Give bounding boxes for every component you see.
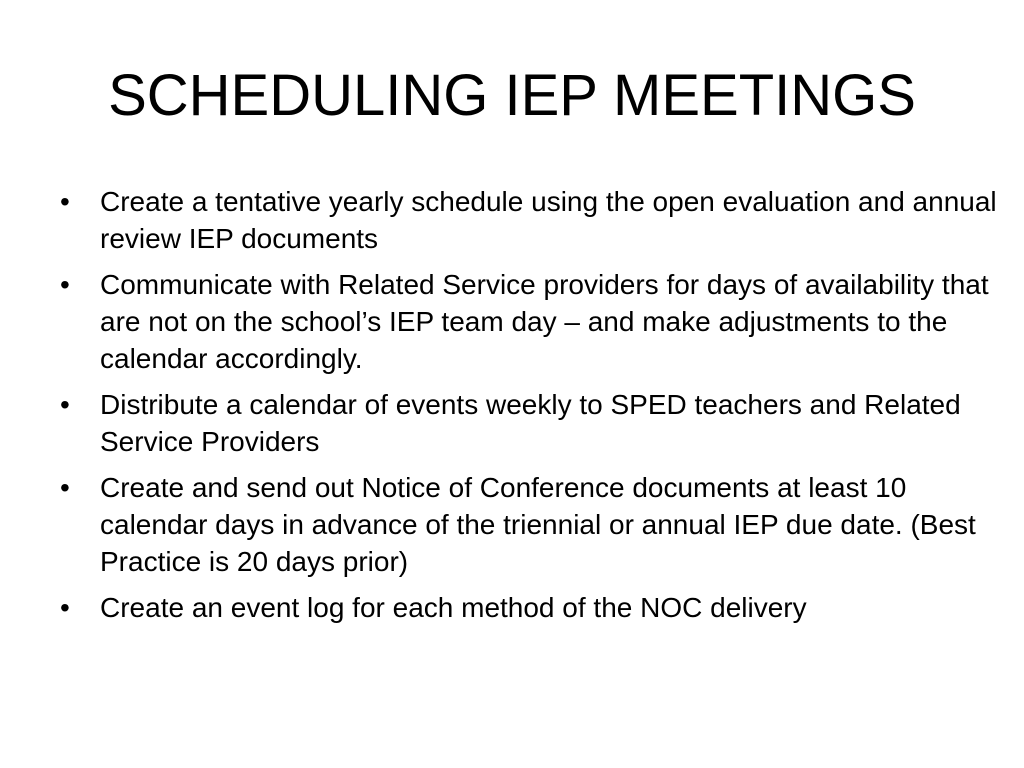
slide-title: SCHEDULING IEP MEETINGS (108, 63, 916, 128)
bullet-text: Create and send out Notice of Conference documents at least 10 calendar days in advance of the triennial or annual IEP due date. (Best Practice is 20 days prior) (100, 472, 976, 577)
bullet-list (60, 183, 1000, 635)
bullet-text: Create a tentative yearly schedule using the open evaluation and annual review IEP documents (100, 186, 997, 254)
bullet-item (60, 589, 1000, 626)
bullet-item (60, 386, 1000, 460)
bullet-dot-icon: • (60, 389, 70, 420)
bullet-text: Create an event log for each method of the NOC delivery (100, 592, 807, 623)
bullet-item (60, 469, 1000, 580)
bullet-text: Distribute a calendar of events weekly to SPED teachers and Related Service Providers (100, 389, 961, 457)
bullet-item (60, 266, 1000, 377)
bullet-text: Communicate with Related Service providers for days of availability that are not on the school’s IEP team day – and make adjustments to the calendar accordingly. (100, 269, 989, 374)
bullet-dot-icon: • (60, 186, 70, 217)
bullet-dot-icon: • (60, 592, 70, 623)
bullet-dot-icon: • (60, 269, 70, 300)
bullet-item (60, 183, 1000, 257)
bullet-dot-icon: • (60, 472, 70, 503)
